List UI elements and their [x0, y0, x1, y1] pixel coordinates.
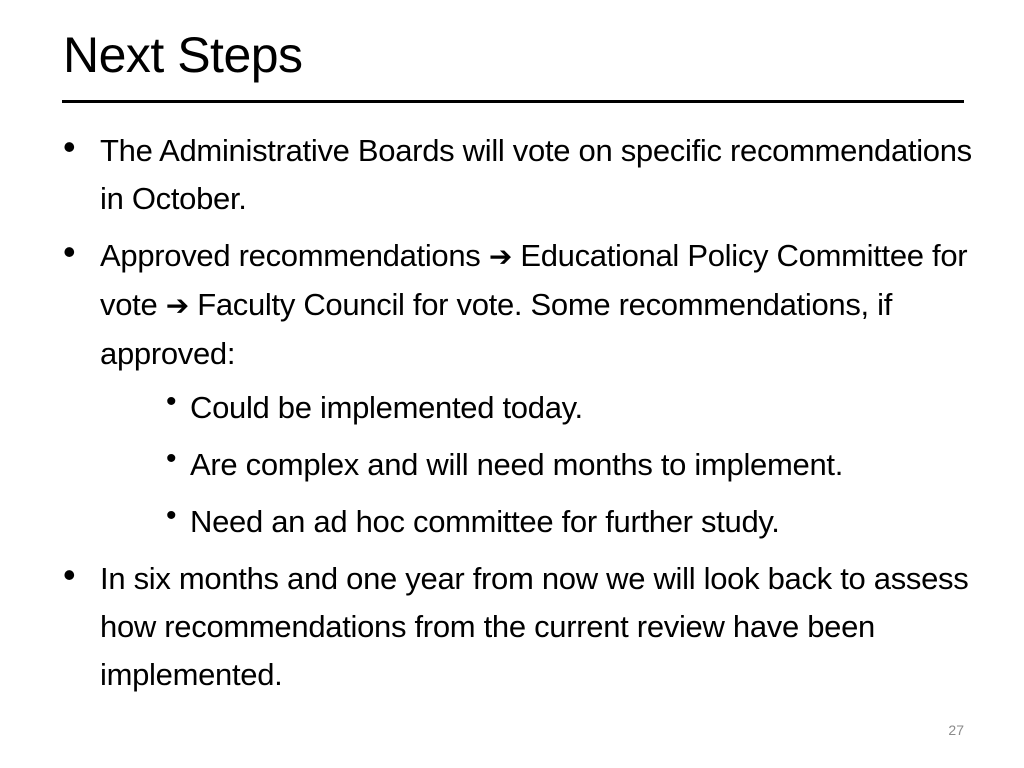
bullet-item: [63, 231, 1000, 378]
bullet-text-part: Faculty Council for vote. Some recommendations, if approved:: [100, 287, 893, 371]
sub-bullet-text: Need an ad hoc committee for further study.: [190, 504, 780, 539]
slide-title: Next Steps: [63, 27, 303, 83]
bullet-text-part: Educational Policy Committee for vote: [100, 238, 968, 322]
title-divider: [62, 100, 964, 103]
bullet-text: The Administrative Boards will vote on specific recommendations in October.: [100, 133, 972, 216]
arrow-right-icon: ➔: [488, 241, 512, 272]
bullet-text: [100, 232, 1000, 378]
sub-bullet-item: [166, 442, 844, 485]
bullet-item: [63, 126, 1000, 223]
bullet-dot-icon: •: [63, 231, 76, 272]
bullet-text: In six months and one year from now we will look back to assess how recommendations from the current review have been implemented.: [100, 561, 969, 692]
bullet-text-part: Approved recommendations: [100, 238, 489, 273]
sub-bullet-dot-icon: •: [166, 499, 177, 532]
sub-bullet-dot-icon: •: [166, 385, 177, 418]
bullet-dot-icon: •: [63, 126, 76, 167]
sub-bullet-item: [166, 385, 583, 428]
page-number: 27: [948, 722, 964, 738]
sub-bullet-text: Are complex and will need months to implement.: [190, 447, 844, 482]
bullet-item: [63, 554, 1000, 699]
bullet-dot-icon: •: [63, 554, 76, 595]
arrow-right-icon: ➔: [165, 290, 189, 321]
sub-bullet-text: Could be implemented today.: [190, 390, 583, 425]
sub-bullet-dot-icon: •: [166, 442, 177, 475]
sub-bullet-item: [166, 499, 780, 542]
